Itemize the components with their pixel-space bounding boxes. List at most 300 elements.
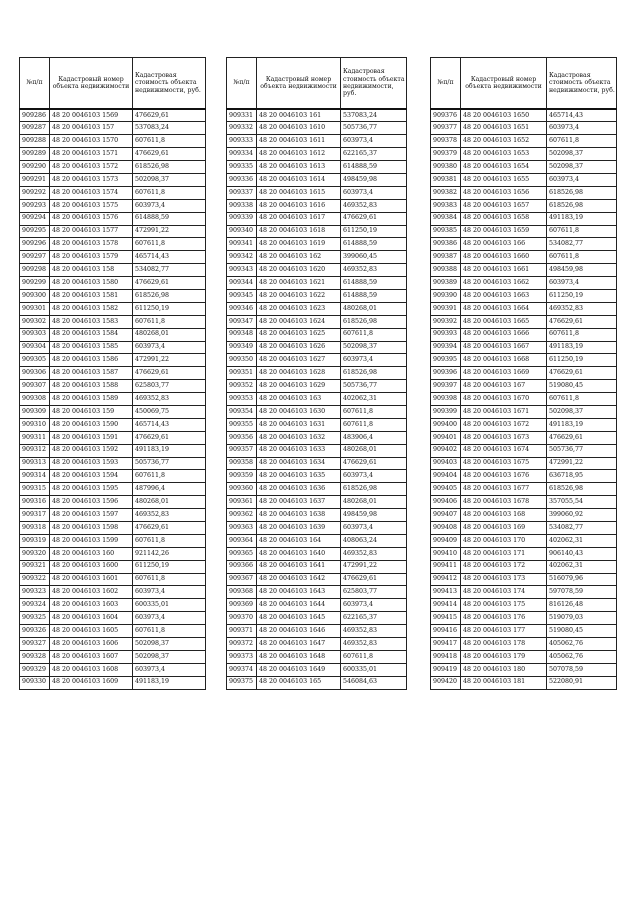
table-row [227,277,407,290]
cell-cadastral-number: 48 20 0046103 1615 [257,186,341,199]
table-row [20,122,206,135]
cell-num: 909389 [431,277,461,290]
cell-cadastral-number: 48 20 0046103 1637 [257,496,341,509]
cell-cadastral-number: 48 20 0046103 160 [50,547,133,560]
header-row [227,58,407,110]
cell-cadastral-number: 48 20 0046103 158 [50,264,133,277]
cell-cadastral-cost: 476629,61 [133,148,206,161]
cell-cadastral-cost: 502098,37 [547,405,617,418]
cell-cadastral-number: 48 20 0046103 1627 [257,354,341,367]
cell-cadastral-number: 48 20 0046103 1629 [257,380,341,393]
cell-cadastral-cost: 491183,19 [133,676,206,689]
table-row [431,251,617,264]
cell-num: 909297 [20,251,50,264]
cell-num: 909394 [431,341,461,354]
cell-num: 909307 [20,380,50,393]
cell-num: 909295 [20,225,50,238]
cell-cadastral-number: 48 20 0046103 1603 [50,599,133,612]
table-row [227,509,407,522]
cell-cadastral-cost: 607611,8 [341,650,407,663]
cell-cadastral-number: 48 20 0046103 1658 [461,212,547,225]
cell-cadastral-cost: 450069,75 [133,405,206,418]
cell-cadastral-number: 48 20 0046103 1639 [257,522,341,535]
table-row [431,457,617,470]
table-row [20,586,206,599]
table-row [431,315,617,328]
cell-cadastral-number: 48 20 0046103 1654 [461,161,547,174]
cell-cadastral-cost: 600335,01 [133,599,206,612]
cell-cadastral-cost: 607611,8 [547,225,617,238]
cell-cadastral-number: 48 20 0046103 1613 [257,161,341,174]
cell-cadastral-number: 48 20 0046103 162 [257,251,341,264]
cell-num: 909379 [431,148,461,161]
table-row [431,212,617,225]
table-row [431,186,617,199]
table-row [227,289,407,302]
cell-cadastral-cost: 465714,43 [133,251,206,264]
cell-num: 909373 [227,650,257,663]
cell-num: 909372 [227,638,257,651]
cell-cadastral-number: 48 20 0046103 1660 [461,251,547,264]
cell-num: 909376 [431,109,461,122]
cell-cadastral-cost: 816126,48 [547,599,617,612]
cell-cadastral-number: 48 20 0046103 1676 [461,470,547,483]
table-row [431,522,617,535]
table-row [20,251,206,264]
cell-cadastral-cost: 603973,4 [341,470,407,483]
cell-cadastral-number: 48 20 0046103 1630 [257,405,341,418]
cell-cadastral-cost: 480268,01 [341,302,407,315]
table-row [431,393,617,406]
cell-cadastral-number: 48 20 0046103 1616 [257,199,341,212]
cell-cadastral-cost: 603973,4 [133,586,206,599]
table-row [227,612,407,625]
cell-cadastral-number: 48 20 0046103 175 [461,599,547,612]
cell-cadastral-cost: 603973,4 [133,199,206,212]
table-row [20,405,206,418]
cell-cadastral-cost: 357055,54 [547,496,617,509]
cell-num: 909368 [227,586,257,599]
cell-num: 909301 [20,302,50,315]
cell-num: 909324 [20,599,50,612]
cell-cadastral-cost: 491183,19 [547,341,617,354]
cell-cadastral-number: 48 20 0046103 157 [50,122,133,135]
cell-num: 909411 [431,560,461,573]
cell-cadastral-number: 48 20 0046103 1619 [257,238,341,251]
cadastral-table-2 [226,57,407,690]
cadastral-table-1 [19,57,206,690]
cell-num: 909299 [20,277,50,290]
cell-cadastral-cost: 534082,77 [547,238,617,251]
cell-num: 909327 [20,638,50,651]
cell-cadastral-number: 48 20 0046103 1601 [50,573,133,586]
table-row [431,483,617,496]
cell-num: 909349 [227,341,257,354]
cell-cadastral-number: 48 20 0046103 1577 [50,225,133,238]
cell-cadastral-number: 48 20 0046103 1668 [461,354,547,367]
cell-cadastral-number: 48 20 0046103 1626 [257,341,341,354]
cell-cadastral-number: 48 20 0046103 1571 [50,148,133,161]
cell-num: 909309 [20,405,50,418]
table-row [431,380,617,393]
cell-cadastral-cost: 906140,43 [547,547,617,560]
table-row [20,444,206,457]
cell-cadastral-cost: 465714,43 [547,109,617,122]
cell-cadastral-cost: 480268,01 [133,496,206,509]
cell-num: 909338 [227,199,257,212]
table-row [20,573,206,586]
cell-cadastral-cost: 472991,22 [341,560,407,573]
cell-cadastral-number: 48 20 0046103 1578 [50,238,133,251]
table-row [431,547,617,560]
cell-num: 909315 [20,483,50,496]
cell-cadastral-number: 48 20 0046103 171 [461,547,547,560]
cell-num: 909352 [227,380,257,393]
cell-cadastral-number: 48 20 0046103 172 [461,560,547,573]
table-row [20,173,206,186]
cell-cadastral-cost: 607611,8 [133,625,206,638]
table-row [431,625,617,638]
cell-num: 909358 [227,457,257,470]
cell-num: 909330 [20,676,50,689]
cell-num: 909356 [227,431,257,444]
table-row [20,199,206,212]
table-row [20,483,206,496]
cell-num: 909351 [227,367,257,380]
cell-num: 909286 [20,109,50,122]
cell-cadastral-number: 48 20 0046103 1588 [50,380,133,393]
cell-num: 909392 [431,315,461,328]
cell-cadastral-cost: 399060,92 [547,509,617,522]
cell-cadastral-number: 48 20 0046103 1628 [257,367,341,380]
table-row [431,560,617,573]
cell-cadastral-cost: 480268,01 [133,328,206,341]
cell-num: 909391 [431,302,461,315]
table-row [431,650,617,663]
cell-cadastral-number: 48 20 0046103 1664 [461,302,547,315]
cell-cadastral-cost: 614888,59 [341,277,407,290]
cell-num: 909336 [227,173,257,186]
cell-cadastral-cost: 603973,4 [341,135,407,148]
cell-cadastral-number: 48 20 0046103 1667 [461,341,547,354]
header-num: №п/п [227,58,257,110]
cell-cadastral-cost: 469352,83 [341,638,407,651]
cell-num: 909399 [431,405,461,418]
table-row [227,496,407,509]
cell-cadastral-cost: 498459,98 [547,264,617,277]
cell-cadastral-number: 48 20 0046103 1614 [257,173,341,186]
cell-num: 909300 [20,289,50,302]
table-row [227,431,407,444]
table-row [227,522,407,535]
cell-cadastral-number: 48 20 0046103 1591 [50,431,133,444]
cell-cadastral-number: 48 20 0046103 178 [461,638,547,651]
table-row [227,109,407,122]
cell-cadastral-cost: 603973,4 [547,277,617,290]
cell-cadastral-cost: 469352,83 [547,302,617,315]
cell-cadastral-number: 48 20 0046103 165 [257,676,341,689]
cell-cadastral-number: 48 20 0046103 1621 [257,277,341,290]
cell-num: 909296 [20,238,50,251]
cell-cadastral-number: 48 20 0046103 1645 [257,612,341,625]
cell-cadastral-cost: 505736,77 [341,122,407,135]
cell-cadastral-number: 48 20 0046103 1581 [50,289,133,302]
cell-cadastral-cost: 597078,59 [547,586,617,599]
table-row [20,457,206,470]
cell-cadastral-cost: 476629,61 [133,367,206,380]
cell-num: 909378 [431,135,461,148]
cell-cadastral-number: 48 20 0046103 173 [461,573,547,586]
cell-cadastral-cost: 603973,4 [133,612,206,625]
cell-cadastral-cost: 476629,61 [547,315,617,328]
cell-num: 909393 [431,328,461,341]
table-row [227,483,407,496]
cell-cadastral-number: 48 20 0046103 1631 [257,418,341,431]
cell-cadastral-cost: 537083,24 [341,109,407,122]
table-row [227,341,407,354]
cell-num: 909291 [20,173,50,186]
cell-cadastral-cost: 607611,8 [341,328,407,341]
cell-num: 909414 [431,599,461,612]
cell-num: 909405 [431,483,461,496]
cell-cadastral-cost: 611250,19 [341,225,407,238]
cell-cadastral-cost: 614888,59 [341,161,407,174]
cell-cadastral-number: 48 20 0046103 1579 [50,251,133,264]
cell-cadastral-number: 48 20 0046103 1669 [461,367,547,380]
cell-num: 909303 [20,328,50,341]
cell-num: 909369 [227,599,257,612]
cell-cadastral-cost: 607611,8 [547,393,617,406]
cell-cadastral-number: 48 20 0046103 163 [257,393,341,406]
cell-cadastral-cost: 603973,4 [341,186,407,199]
table-row [20,393,206,406]
cell-num: 909366 [227,560,257,573]
cell-cadastral-number: 48 20 0046103 170 [461,534,547,547]
table-row [227,393,407,406]
cell-cadastral-number: 48 20 0046103 1595 [50,483,133,496]
table-row [431,367,617,380]
cell-cadastral-cost: 607611,8 [133,135,206,148]
cell-num: 909413 [431,586,461,599]
cell-num: 909329 [20,663,50,676]
cell-num: 909412 [431,573,461,586]
cell-cadastral-cost: 502098,37 [547,161,617,174]
table-row [20,289,206,302]
table-row [227,560,407,573]
cell-num: 909355 [227,418,257,431]
cell-cadastral-cost: 603973,4 [341,354,407,367]
cell-num: 909334 [227,148,257,161]
cell-num: 909370 [227,612,257,625]
cell-cadastral-cost: 607611,8 [133,186,206,199]
cell-cadastral-number: 48 20 0046103 1641 [257,560,341,573]
cell-cadastral-number: 48 20 0046103 1675 [461,457,547,470]
cell-num: 909381 [431,173,461,186]
table-row [227,676,407,689]
cell-num: 909380 [431,161,461,174]
cell-cadastral-number: 48 20 0046103 1587 [50,367,133,380]
cell-cadastral-number: 48 20 0046103 1647 [257,638,341,651]
cell-cadastral-cost: 607611,8 [133,573,206,586]
table-row [227,470,407,483]
cell-cadastral-cost: 480268,01 [341,496,407,509]
cell-cadastral-cost: 476629,61 [133,522,206,535]
cell-num: 909387 [431,251,461,264]
table-row [431,148,617,161]
cell-num: 909362 [227,509,257,522]
cell-cadastral-cost: 502098,37 [133,173,206,186]
table-row [227,625,407,638]
cell-cadastral-number: 48 20 0046103 1646 [257,625,341,638]
cell-cadastral-number: 48 20 0046103 1643 [257,586,341,599]
table-row [227,663,407,676]
cell-cadastral-number: 48 20 0046103 1678 [461,496,547,509]
cell-cadastral-number: 48 20 0046103 1665 [461,315,547,328]
cell-num: 909304 [20,341,50,354]
cell-cadastral-cost: 465714,43 [133,418,206,431]
cell-num: 909348 [227,328,257,341]
cell-cadastral-cost: 607611,8 [547,135,617,148]
cell-num: 909404 [431,470,461,483]
cell-cadastral-number: 48 20 0046103 161 [257,109,341,122]
cell-cadastral-cost: 618526,98 [133,161,206,174]
cell-num: 909323 [20,586,50,599]
cell-num: 909328 [20,650,50,663]
cell-cadastral-cost: 625803,77 [133,380,206,393]
header-cadastral-number: Кадастровый номер объекта недвижимости [461,58,547,110]
cell-cadastral-number: 48 20 0046103 1624 [257,315,341,328]
header-num: №п/п [431,58,461,110]
cell-cadastral-number: 48 20 0046103 177 [461,625,547,638]
cell-cadastral-cost: 607611,8 [547,328,617,341]
cell-cadastral-cost: 469352,83 [133,393,206,406]
cell-cadastral-number: 48 20 0046103 1585 [50,341,133,354]
cell-cadastral-cost: 469352,83 [133,509,206,522]
cell-cadastral-number: 48 20 0046103 1575 [50,199,133,212]
cell-num: 909417 [431,638,461,651]
cell-num: 909344 [227,277,257,290]
cell-num: 909287 [20,122,50,135]
cell-cadastral-number: 48 20 0046103 1572 [50,161,133,174]
cell-num: 909325 [20,612,50,625]
cell-cadastral-cost: 614888,59 [341,238,407,251]
cell-num: 909401 [431,431,461,444]
cell-cadastral-cost: 480268,01 [341,444,407,457]
cell-num: 909354 [227,405,257,418]
table-row [20,135,206,148]
cell-num: 909343 [227,264,257,277]
cell-cadastral-number: 48 20 0046103 179 [461,650,547,663]
cell-cadastral-cost: 505736,77 [341,380,407,393]
cell-cadastral-number: 48 20 0046103 1666 [461,328,547,341]
cell-cadastral-number: 48 20 0046103 181 [461,676,547,689]
cell-cadastral-cost: 399060,45 [341,251,407,264]
cell-num: 909382 [431,186,461,199]
cell-cadastral-number: 48 20 0046103 1677 [461,483,547,496]
cell-cadastral-number: 48 20 0046103 1592 [50,444,133,457]
cell-cadastral-number: 48 20 0046103 1611 [257,135,341,148]
cell-num: 909314 [20,470,50,483]
cell-cadastral-number: 48 20 0046103 166 [461,238,547,251]
cell-cadastral-cost: 607611,8 [547,251,617,264]
table-row [20,380,206,393]
cell-cadastral-number: 48 20 0046103 174 [461,586,547,599]
header-cadastral-number: Кадастровый номер объекта недвижимости [50,58,133,110]
cell-num: 909322 [20,573,50,586]
cell-cadastral-number: 48 20 0046103 1605 [50,625,133,638]
cell-cadastral-cost: 408063,24 [341,534,407,547]
table-row [20,547,206,560]
cell-cadastral-number: 48 20 0046103 176 [461,612,547,625]
cadastral-table-3 [430,57,617,690]
cell-cadastral-cost: 472991,22 [133,354,206,367]
table-row [227,534,407,547]
cell-cadastral-cost: 534082,77 [547,522,617,535]
cell-cadastral-number: 48 20 0046103 1644 [257,599,341,612]
cell-num: 909347 [227,315,257,328]
table-row [431,418,617,431]
cell-num: 909395 [431,354,461,367]
cell-cadastral-cost: 611250,19 [133,302,206,315]
cell-cadastral-cost: 603973,4 [341,522,407,535]
cell-cadastral-number: 48 20 0046103 1610 [257,122,341,135]
cell-cadastral-cost: 402062,31 [341,393,407,406]
cell-cadastral-cost: 491183,19 [133,444,206,457]
cell-cadastral-number: 48 20 0046103 1649 [257,663,341,676]
table-row [227,264,407,277]
cell-cadastral-number: 48 20 0046103 1642 [257,573,341,586]
cell-cadastral-number: 48 20 0046103 1661 [461,264,547,277]
table-row [227,547,407,560]
cell-num: 909398 [431,393,461,406]
cell-cadastral-cost: 614888,59 [341,289,407,302]
cell-num: 909353 [227,393,257,406]
table-row [431,161,617,174]
table-row [20,148,206,161]
cell-num: 909361 [227,496,257,509]
cell-num: 909345 [227,289,257,302]
table-row [431,122,617,135]
table-row [227,199,407,212]
table-row [431,612,617,625]
cell-cadastral-cost: 607611,8 [133,470,206,483]
cell-cadastral-number: 48 20 0046103 1671 [461,405,547,418]
cell-num: 909402 [431,444,461,457]
cell-cadastral-number: 48 20 0046103 1640 [257,547,341,560]
cell-cadastral-number: 48 20 0046103 1617 [257,212,341,225]
cell-cadastral-cost: 472991,22 [133,225,206,238]
table-row [20,470,206,483]
table-row [227,380,407,393]
cell-cadastral-number: 48 20 0046103 1655 [461,173,547,186]
cell-cadastral-cost: 607611,8 [341,405,407,418]
cell-cadastral-number: 48 20 0046103 169 [461,522,547,535]
cell-num: 909339 [227,212,257,225]
cell-cadastral-number: 48 20 0046103 1590 [50,418,133,431]
cell-cadastral-number: 48 20 0046103 164 [257,534,341,547]
table-row [20,238,206,251]
cell-num: 909396 [431,367,461,380]
cell-cadastral-cost: 476629,61 [341,457,407,470]
cell-num: 909335 [227,161,257,174]
cell-cadastral-cost: 607611,8 [133,315,206,328]
cell-num: 909313 [20,457,50,470]
cell-cadastral-cost: 611250,19 [547,354,617,367]
header-row [431,58,617,110]
cell-cadastral-number: 48 20 0046103 167 [461,380,547,393]
cell-cadastral-cost: 618526,98 [547,483,617,496]
table-row [431,676,617,689]
